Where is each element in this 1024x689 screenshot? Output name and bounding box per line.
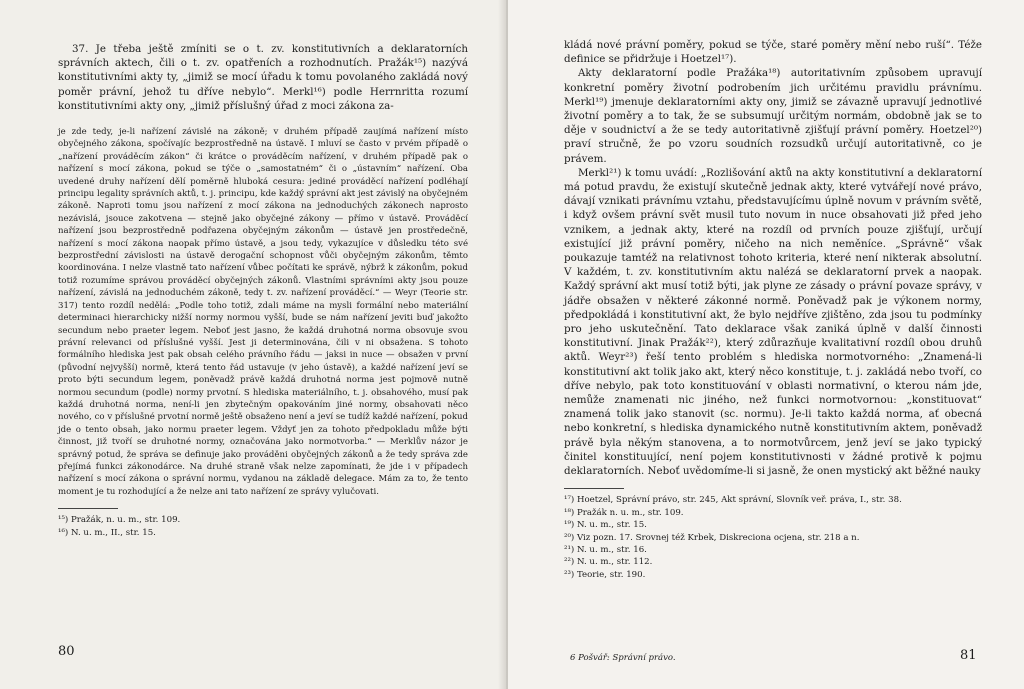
right-paragraph: Merkl²¹) k tomu uvádí: „Rozlišování aktů na akty konstitutivní a deklaratorní má potud pravdu, že existují skutečně jednak akty, které vytvářejí nové právo, dávají vznikati právnímu vztahu, představujícímu úplně novum v právním světě, i když ovšem právní svět musil tuto novum in nuce obsahovati již před jeho vznikem, a jednak akty, které na rozdíl od prvních pouze zjišťují, určují existující již právní poměry, ničeho na nich neměníce. „Správně“ však poukazuje tamtéž na relativnost tohoto kriteria, které není nikterak absolutní. V každém, t. zv. konstitutivním aktu nalézá se deklaratorní prvek a naopak. Každý správní akt musí totiž býti, jak plyne ze zásady o právní povaze správy, v jádře obsažen v některé zákonné normě. Poněvadž pak je výkonem normy, předpokládá i konstitutivní akt, že bylo nejdříve zjištěno, zda jsou tu podmínky pro jeho uskutečnění. Tato deklarace však zaniká úplně v další činnosti konstitutivní. Jinak Pražák²²), který zdůrazňuje kvalitativní rozdíl obou druhů aktů. Weyr²³) řeší tento problém s hlediska normotvorného: „Znamená-li konstitutivní akt tolik jako akt, který něco konstituje, t. j. zakládá nebo tvoří, co dříve nebylo, pak toto konstituování v oblasti normativní, o kterou nám jde, nemůže znamenati nic jiného, než funkci normotvornou: „konstituovat“ znamená tolik jako stanovit (sc. normu). Je-li takto každá norma, ať obecná nebo konkretní, s hlediska dynamického nutně konstitutivním aktem, poněvadž právě byla někým stanovena, a to normotvůrcem, jenž jeví se jako typický činitel konstituující, není pojem konstitutivnosti v žádné protivě k pojmu deklaratorních. Neboť uvědomíme-li si jasně, že onen mystický akt běžné nauky bbox=[564, 166, 982, 478]
right-paragraph: Akty deklaratorní podle Pražáka¹⁸) autoritativním způsobem upravují konkretní poměry životní podrobením jich určitému pravidlu právnímu. Merkl¹⁹) jmenuje deklaratorními akty ony, jimiž se závazně upravují jednotlivé životní poměry a to tak, že se subsumují určitým normám, obdobně jak se to děje v soudnictví a že se tedy autoritativně zjišťují právní poměry. Hoetzel²⁰) praví stručně, že po vzoru soudních rozsudků určují autoritativně, co je právem. bbox=[564, 67, 982, 165]
footnote-divider bbox=[58, 508, 118, 509]
footnote: ²²) N. u. m., str. 112. bbox=[564, 557, 653, 568]
printer-signature: 6 Pošvář: Správní právo. bbox=[570, 653, 676, 663]
left-small-paragraph: je zde tedy, je-li nařízení závislé na zákoně; v druhém případě zaujímá nařízení místo obyčejného zákona, spočívajíc bezprostředně na ústavě. I mluví se často v prvém případě o „nařízení prováděcím zákon“ či krátce o prováděcím nařízení, v druhém případě pak o nařízení s mocí zákona, pokud se týče o „samostatném“ či o „ústavním“ nařízení. Oba uvedené druhy nařízení dělí poměrně hluboká cesura: jediné prováděcí nařízení podléhají principu legality správních aktů, t. j. principu, kde každý správní akt jest závislý na obyčejném zákoně. Naproti tomu jsou nařízení z mocí zákona na jednoduchých zákonech naprosto nezávislá, jsouce zakotvena — stejně jako obyčejné zákony — přímo v ústavě. Prováděcí nařízení jsou bezprostředně podřazena obyčejným zákonům — ústavě jen prostředečně, nařízení s mocí zákona naopak přímo ústavě, a jsou tedy, vykazujíce v důsledku této své bezprostřední závislosti na ústavě derogační schopnost vůči obyčejným zákonům, těmto koordinována. I nelze vlastně tato nařízení vůbec počítati ke správě, nýbrž k zákonům, pokud totiž rozumíme správou prováděcí obyčejných zákonů. Vlastními správními akty jsou pouze nařízení, závislá na jednoduchém zákoně, tedy t. zv. nařízení prováděcí.“ — Weyr (Teorie str. 317) tento rozdíl nedělá: „Podle toho totiž, zdali máme na mysli formální nebo materiální determinaci hierarchicky nižší normy normou vyšší, bude se nám nařízení jeviti buď jakožto secundum nebo praeter legem. Neboť jest jasno, že každá druhotná norma obsovuje svou právní relevanci od příslušné vyšší. Jest ji determinována, čili v ni obsažena. S tohoto formálního hlediska jest pak obsah celého právního řádu — jaksi in nuce — obsažen v první (původní nejvyšší) normě, která tento řád ustavuje (v jeho ústavě), a každé nařízení jeví se proto býti secundum legem, poněvadž právě každá druhotná norma jest pojmově nutně normou secundum (podle) normy prvotní. S hlediska materiálního, t. j. obsahového, musí pak každá druhotná norma, není-li jen zbytečným opakováním jiné normy, obsahovati něco nového, co v příslušné prvotní normě ještě obsaženo není a jeví se tudíž každé nařízení, pokud jde o tento obsah, jako normu praeter legem. Vždyť jen za tohoto předpokladu může býti činnost, již tvoří se druhotné normy, označována jako normotvorba.“ — Merklův názor je správný potud, že správa se definuje jako prováděni obyčejných zákonů a že tedy správa zde přejímá funkci zákonodárce. Na druhé straně však nelze zapomínati, že jde i v případech nařízení s mocí zákona o správní normu, vydanou na základě delegace. Mám za to, že tento moment je tu rozhodující a že nelze ani tato nařízení ze správy vylučovati. bbox=[58, 127, 468, 497]
footnote: ¹⁹) N. u. m., str. 15. bbox=[564, 520, 647, 531]
footnote: ¹⁸) Pražák n. u. m., str. 109. bbox=[564, 507, 684, 518]
footnote: ¹⁷) Hoetzel, Správní právo, str. 245, Akt správní, Slovník veř. práva, I., str. 38. bbox=[564, 495, 902, 506]
footnote: ²⁰) Viz pozn. 17. Srovnej též Krbek, Diskreciona ocjena, str. 218 a n. bbox=[564, 532, 860, 543]
page-number: 80 bbox=[58, 644, 75, 659]
page-number: 81 bbox=[960, 648, 977, 663]
left-main-paragraph: 37. Je třeba ještě zmíniti se o t. zv. konstitutivních a deklaratorních správních aktech, čili o t. zv. opatřeních a rozhodnutích. Pražák¹⁵) nazývá konstitutivními akty ty, „jimiž se mocí úřadu k tomu povolaného zakládá nový poměr právní, jehož tu dříve nebylo“. Merkl¹⁶) podle Herrnritta rozumí konstitutivními akty ony, „jimiž příslušný úřad z moci zákona za- bbox=[58, 43, 468, 112]
footnote: ²¹) N. u. m., str. 16. bbox=[564, 544, 647, 555]
footnote: ²³) Teorie, str. 190. bbox=[564, 569, 646, 580]
footnote-divider bbox=[564, 488, 624, 489]
left-page bbox=[0, 0, 505, 689]
right-page bbox=[508, 0, 1024, 689]
right-top-paragraph: kládá nové právní poměry, pokud se týče, staré poměry mění nebo ruší“. Téže definice se přidržuje i Hoetzel¹⁷). bbox=[564, 39, 982, 66]
footnote: ¹⁵) Pražák, n. u. m., str. 109. bbox=[58, 515, 181, 526]
footnote: ¹⁶) N. u. m., II., str. 15. bbox=[58, 527, 156, 538]
left-text-column bbox=[58, 42, 468, 539]
right-text-column bbox=[564, 38, 982, 581]
